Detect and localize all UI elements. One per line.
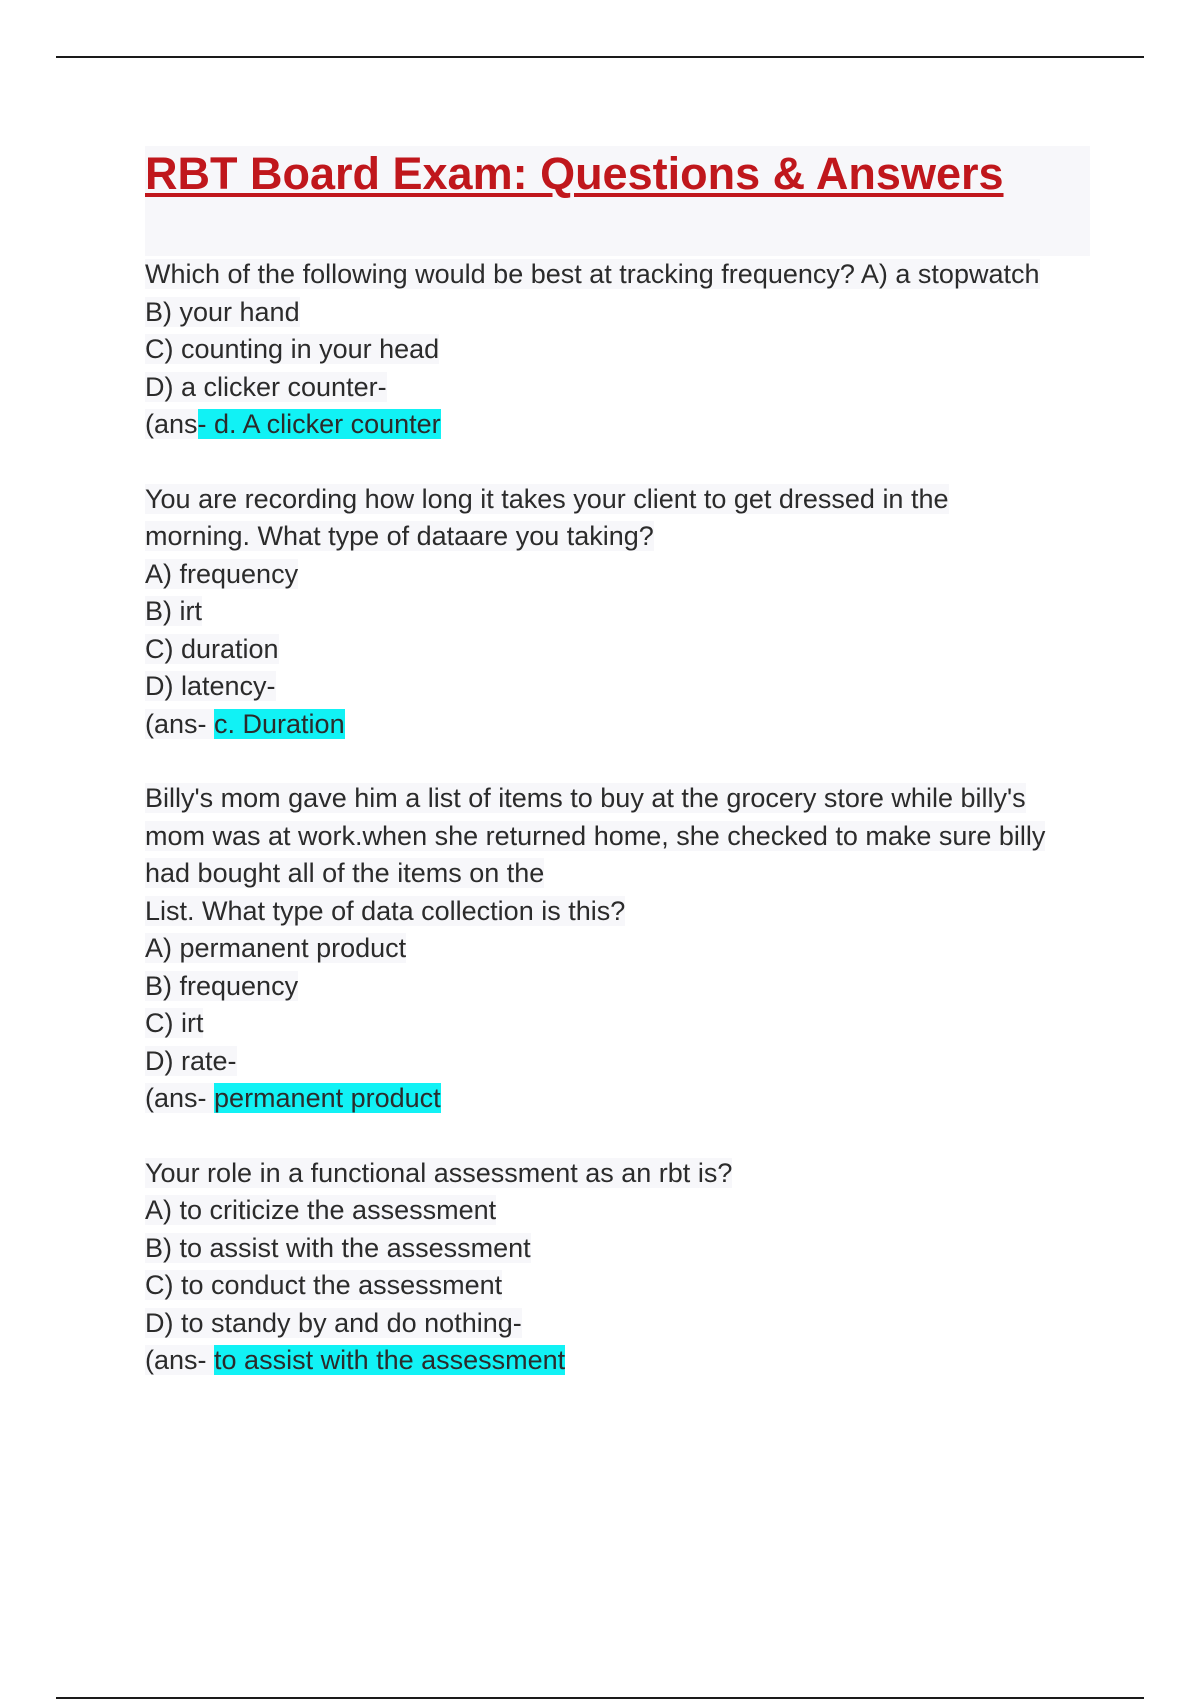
title-block [145, 146, 1090, 256]
option-line: B) to assist with the assessment [145, 1232, 531, 1263]
footer-rule [56, 1697, 1144, 1699]
question-1 [145, 256, 1095, 444]
option-line: D) to standy by and do nothing- [145, 1307, 522, 1338]
option-line: A) to criticize the assessment [145, 1195, 497, 1225]
question-line: had bought all of the items on the [145, 858, 545, 888]
answer-prefix: (ans- [145, 1083, 215, 1113]
answer-prefix: (ans- [145, 1345, 215, 1375]
document-title: RBT Board Exam: Questions & Answers [145, 148, 1004, 199]
option-line: C) duration [145, 633, 279, 664]
answer-prefix: (ans [145, 409, 198, 439]
question-3 [145, 780, 1095, 1118]
option-line: D) latency- [145, 671, 276, 701]
answer-highlight: to assist with the assessment [214, 1345, 566, 1375]
answer-line [145, 1342, 1095, 1380]
question-list [145, 256, 1095, 1380]
answer-prefix: (ans- [145, 708, 215, 739]
question-line: Which of the following would be best at tracking frequency? A) a stopwatch [145, 259, 1040, 289]
question-line: mom was at work.when she returned home, she checked to make sure billy [145, 820, 1046, 851]
question-line: You are recording how long it takes your client to get dressed in the [145, 483, 949, 514]
option-line: C) to conduct the assessment [145, 1270, 503, 1300]
question-line: Billy's mom gave him a list of items to buy at the grocery store while billy's [145, 783, 1026, 813]
answer-line [145, 706, 1095, 744]
question-line: List. What type of data collection is this? [145, 895, 626, 926]
option-line: C) irt [145, 1008, 204, 1038]
question-4 [145, 1155, 1095, 1380]
option-line: A) permanent product [145, 933, 407, 963]
answer-highlight: c. Duration [214, 708, 345, 739]
answer-line [145, 1080, 1095, 1118]
option-line: A) frequency [145, 558, 299, 589]
answer-line [145, 406, 1095, 444]
option-line: D) rate- [145, 1045, 237, 1076]
option-line: B) irt [145, 596, 202, 626]
header-rule [56, 56, 1144, 58]
question-line: Your role in a functional assessment as an rbt is? [145, 1157, 733, 1188]
option-line: D) a clicker counter- [145, 371, 387, 402]
option-line: B) your hand [145, 296, 300, 327]
document-body [145, 146, 1095, 1380]
question-line: morning. What type of dataare you taking? [145, 521, 654, 551]
option-line: B) frequency [145, 970, 299, 1001]
answer-highlight: permanent product [214, 1083, 441, 1113]
question-2 [145, 481, 1095, 744]
answer-highlight: - d. A clicker counter [197, 409, 441, 439]
option-line: C) counting in your head [145, 334, 440, 364]
